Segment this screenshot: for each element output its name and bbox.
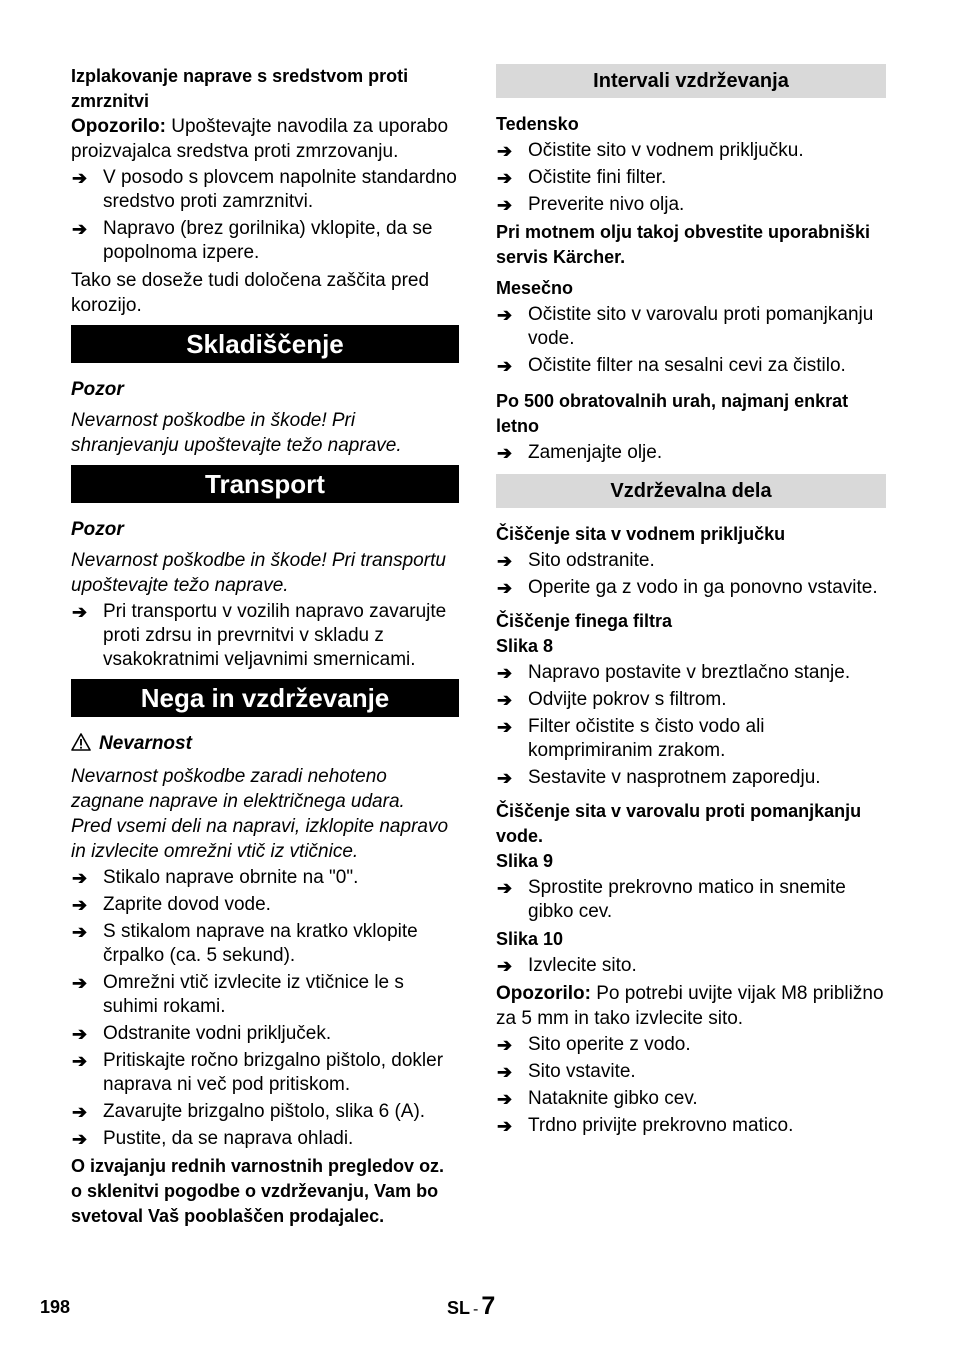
arrow-right-icon: ➔	[72, 868, 88, 888]
bullet-text: Sprostite prekrovno matico in snemite gibko cev.	[528, 877, 846, 922]
bullet-list	[71, 166, 459, 265]
storage-heading: Skladiščenje	[71, 325, 459, 363]
bullet-item	[71, 920, 459, 968]
bullet-item	[496, 166, 886, 190]
bullet-list	[71, 866, 459, 1151]
arrow-right-icon: ➔	[497, 443, 513, 463]
danger-label: Nevarnost	[99, 733, 192, 754]
arrow-right-icon: ➔	[497, 578, 513, 598]
arrow-right-icon: ➔	[72, 1051, 88, 1071]
separator: -	[473, 1301, 479, 1318]
bold-note: O izvajanju rednih varnostnih pregledov oz. o sklenitvi pogodbe o vzdrževanju, Vam bo svetoval Vaš pooblaščen prodajalec.	[71, 1156, 445, 1226]
bullet-text: Sestavite v nasprotnem zaporedju.	[528, 767, 821, 788]
caution-label: Pozor	[71, 379, 124, 400]
arrow-right-icon: ➔	[72, 973, 88, 993]
bullet-item	[496, 661, 886, 685]
language-code: SL	[447, 1298, 471, 1318]
bullet-text: Zavarujte brizgalno pištolo, slika 6 (A).	[103, 1101, 426, 1122]
bullet-text: Očistite filter na sesalni cevi za čistilo.	[528, 355, 846, 376]
right-column	[496, 64, 886, 1141]
work-title: Čiščenje finega filtra	[496, 611, 673, 631]
bullet-list	[71, 600, 459, 672]
bullet-item	[71, 1127, 459, 1151]
bullet-list	[496, 661, 886, 790]
figure-ref: Slika 9	[496, 851, 554, 871]
bullet-item	[71, 166, 459, 214]
arrow-right-icon: ➔	[497, 663, 513, 683]
arrow-right-icon: ➔	[497, 1089, 513, 1109]
caution-text: Nevarnost poškodbe in škode! Pri shranjevanju upoštevajte težo naprave.	[71, 410, 402, 456]
bullet-item	[496, 576, 886, 600]
bullet-text: Filter očistite s čisto vodo ali komprimiranim zrakom.	[528, 716, 765, 761]
arrow-right-icon: ➔	[72, 1129, 88, 1149]
danger-label-row	[71, 731, 459, 758]
bullet-text: Očistite sito v varovalu proti pomanjkanju vode.	[528, 304, 874, 349]
note-text: Po potrebi uvijte vijak M8 približno za 5 mm in tako izvlecite sito.	[496, 983, 884, 1029]
bullet-item	[496, 549, 886, 573]
note-text: Upoštevajte navodila za uporabo proizvajalca sredstva proti zmrzovanju.	[71, 116, 449, 162]
arrow-right-icon: ➔	[72, 602, 88, 622]
bullet-item	[496, 1087, 886, 1111]
arrow-right-icon: ➔	[497, 717, 513, 737]
bullet-text: Očistite fini filter.	[528, 167, 667, 188]
figure-ref: Slika 10	[496, 929, 564, 949]
note-paragraph	[496, 981, 886, 1031]
bullet-text: Zamenjajte olje.	[528, 442, 663, 463]
arrow-right-icon: ➔	[72, 922, 88, 942]
bullet-list	[496, 303, 886, 378]
warning-triangle-icon	[71, 733, 91, 758]
bullet-text: Pustite, da se naprava ohladi.	[103, 1128, 354, 1149]
bullet-text: V posodo s plovcem napolnite standardno sredstvo proti zamrznitvi.	[103, 167, 457, 212]
bullet-text: Izvlecite sito.	[528, 955, 637, 976]
arrow-right-icon: ➔	[497, 1116, 513, 1136]
bold-note: Pri motnem olju takoj obvestite uporabniški servis Kärcher.	[496, 222, 871, 267]
bullet-text: Operite ga z vodo in ga ponovno vstavite.	[528, 577, 878, 598]
bullet-text: Trdno privijte prekrovno matico.	[528, 1115, 794, 1136]
bullet-item	[496, 1060, 886, 1084]
arrow-right-icon: ➔	[497, 305, 513, 325]
bullet-item	[496, 193, 886, 217]
bullet-item	[496, 954, 886, 978]
bullet-item	[71, 1100, 459, 1124]
arrow-right-icon: ➔	[72, 1024, 88, 1044]
arrow-right-icon: ➔	[497, 878, 513, 898]
bullet-item	[496, 441, 886, 465]
parts-heading: Vzdrževalna dela	[496, 474, 886, 508]
danger-text: Nevarnost poškodbe zaradi nehoteno zagnane naprave in električnega udara.	[71, 766, 405, 812]
bullet-text: Omrežni vtič izvlecite iz vtičnice le s suhimi rokami.	[103, 972, 404, 1017]
arrow-right-icon: ➔	[497, 356, 513, 376]
bullet-item	[496, 1033, 886, 1057]
bullet-list	[496, 954, 886, 978]
bullet-item	[496, 303, 886, 351]
arrow-right-icon: ➔	[497, 168, 513, 188]
arrow-right-icon: ➔	[497, 141, 513, 161]
weekly-label: Tedensko	[496, 114, 579, 134]
caution-label: Pozor	[71, 519, 124, 540]
bullet-text: Sito vstavite.	[528, 1061, 636, 1082]
bullet-item	[71, 971, 459, 1019]
bullet-text: Preverite nivo olja.	[528, 194, 685, 215]
bullet-text: Sito odstranite.	[528, 550, 655, 571]
danger-text: Pred vsemi deli na napravi, izklopite napravo in izvlecite omrežni vtič iz vtičnice.	[71, 816, 449, 862]
bullet-text: Odvijte pokrov s filtrom.	[528, 689, 727, 710]
bullet-item	[496, 688, 886, 712]
bullet-list	[496, 139, 886, 217]
bullet-text: Sito operite z vodo.	[528, 1034, 691, 1055]
intervals-heading: Intervali vzdrževanja	[496, 64, 886, 98]
bullet-item	[71, 1049, 459, 1097]
arrow-right-icon: ➔	[497, 690, 513, 710]
arrow-right-icon: ➔	[497, 768, 513, 788]
note-paragraph	[71, 114, 459, 164]
bullet-item	[496, 1114, 886, 1138]
bullet-text: S stikalom naprave na kratko vklopite črpalko (ca. 5 sekund).	[103, 921, 418, 966]
arrow-right-icon: ➔	[72, 219, 88, 239]
bullet-list	[496, 1033, 886, 1138]
arrow-right-icon: ➔	[72, 1102, 88, 1122]
bullet-item	[71, 866, 459, 890]
bullet-list	[496, 441, 886, 465]
bullet-text: Odstranite vodni priključek.	[103, 1023, 332, 1044]
bullet-list	[496, 876, 886, 924]
figure-ref: Slika 8	[496, 636, 554, 656]
section-number: 7	[481, 1292, 496, 1320]
arrow-right-icon: ➔	[497, 195, 513, 215]
bullet-item	[496, 766, 886, 790]
hours-label: Po 500 obratovalnih urah, najmanj enkrat letno	[496, 391, 849, 436]
bullet-item	[71, 893, 459, 917]
bullet-list	[496, 549, 886, 600]
bullet-item	[496, 354, 886, 378]
arrow-right-icon: ➔	[497, 1062, 513, 1082]
bullet-text: Pri transportu v vozilih napravo zavarujte proti zdrsu in prevrnitvi v skladu z vsakokratnimi veljavnimi smernicami.	[103, 601, 447, 670]
monthly-label: Mesečno	[496, 278, 574, 298]
arrow-right-icon: ➔	[72, 168, 88, 188]
note-label: Opozorilo:	[71, 116, 166, 137]
arrow-right-icon: ➔	[497, 551, 513, 571]
left-column	[71, 64, 459, 1229]
arrow-right-icon: ➔	[497, 956, 513, 976]
arrow-right-icon: ➔	[72, 895, 88, 915]
bullet-text: Napravo postavite v breztlačno stanje.	[528, 662, 851, 683]
section-code	[447, 1292, 495, 1321]
bullet-item	[496, 139, 886, 163]
note-label: Opozorilo:	[496, 983, 591, 1004]
bullet-text: Nataknite gibko cev.	[528, 1088, 698, 1109]
bullet-text: Pritiskajte ročno brizgalno pištolo, dokler naprava ni več pod pritiskom.	[103, 1050, 444, 1095]
bullet-item	[496, 715, 886, 763]
bullet-item	[71, 1022, 459, 1046]
page-number: 198	[40, 1297, 71, 1317]
paragraph: Tako se doseže tudi določena zaščita pred korozijo.	[71, 270, 430, 316]
bullet-item	[71, 600, 459, 672]
caution-text: Nevarnost poškodbe in škode! Pri transportu upoštevajte težo naprave.	[71, 550, 446, 596]
bullet-text: Zaprite dovod vode.	[103, 894, 271, 915]
section-title: Izplakovanje naprave s sredstvom proti zmrznitvi	[71, 66, 409, 111]
work-title: Čiščenje sita v varovalu proti pomanjkanju vode.	[496, 801, 862, 846]
bullet-item	[496, 876, 886, 924]
bullet-text: Očistite sito v vodnem priključku.	[528, 140, 804, 161]
bullet-text: Stikalo naprave obrnite na "0".	[103, 867, 359, 888]
bullet-item	[71, 217, 459, 265]
bullet-text: Napravo (brez gorilnika) vklopite, da se popolnoma izpere.	[103, 218, 433, 263]
arrow-right-icon: ➔	[497, 1035, 513, 1055]
care-heading: Nega in vzdrževanje	[71, 679, 459, 717]
transport-heading: Transport	[71, 465, 459, 503]
work-title: Čiščenje sita v vodnem priključku	[496, 524, 786, 544]
